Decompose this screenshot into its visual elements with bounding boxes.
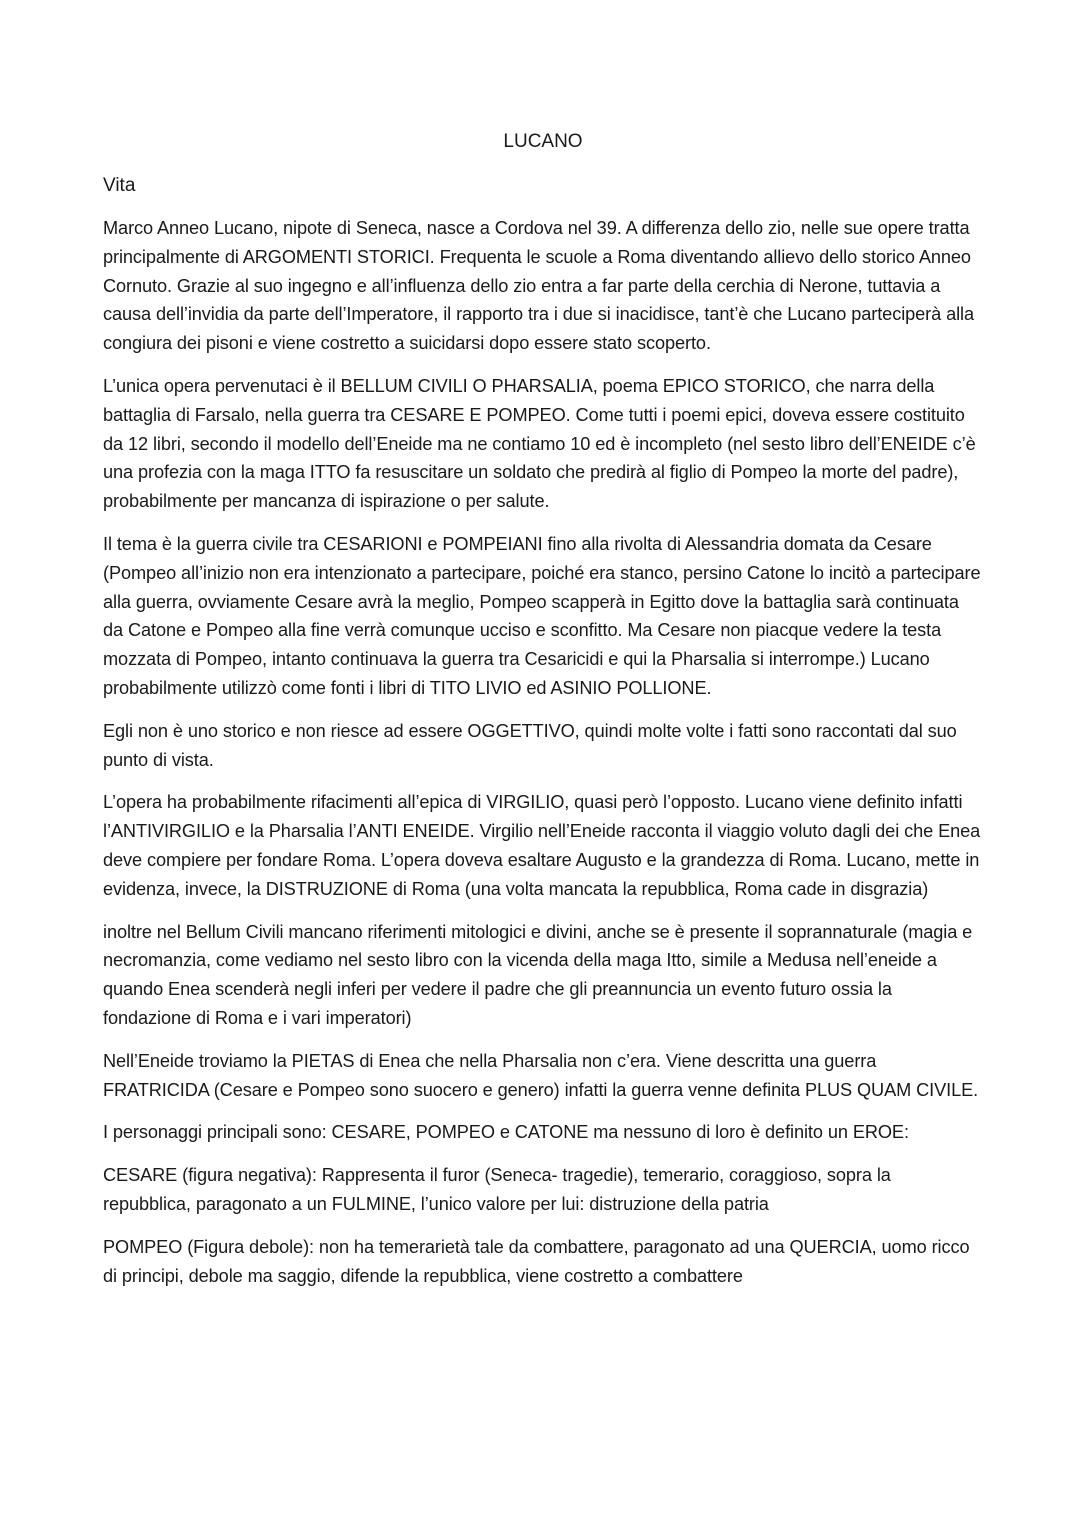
paragraph-antivirgilio: L’opera ha probabilmente rifacimenti all’epica di VIRGILIO, quasi però l’opposto. Lucano viene definito infatti l’ANTIVIRGILIO e la Pharsalia l’ANTI ENEIDE. Virgilio nell’Eneide racconta il viaggio voluto dagli dei che Enea deve compiere per fondare Roma. L’opera doveva esaltare Augusto e la grandezza di Roma. Lucano, mette in evidenza, invece, la DISTRUZIONE di Roma (una volta mancata la repubblica, Roma cade in disgrazia)	[103, 792, 981, 899]
paragraph-oggettivo: Egli non è uno storico e non riesce ad essere OGGETTIVO, quindi molte volte i fatti sono raccontati dal suo punto di vista.	[103, 720, 957, 770]
paragraph-pietas: Nell’Eneide troviamo la PIETAS di Enea che nella Pharsalia non c’era. Viene descritta una guerra FRATRICIDA (Cesare e Pompeo sono suocero e genero) infatti la guerra venne definita PLUS QUAM CIVILE.	[103, 1050, 979, 1100]
paragraph-pompeo: POMPEO (Figura debole): non ha temerarietà tale da combattere, paragonato ad una QUERCIA, uomo ricco di principi, debole ma saggio, difende la repubblica, viene costretto a combattere	[103, 1236, 970, 1286]
paragraph-cesare: CESARE (figura negativa): Rappresenta il furor (Seneca- tragedie), temerario, coraggioso, sopra la repubblica, paragonato a un FULMINE, l’unico valore per lui: distruzione della patria	[103, 1165, 891, 1214]
paragraph-opera: L’unica opera pervenutaci è il BELLUM CIVILI O PHARSALIA, poema EPICO STORICO, che narra della battaglia di Farsalo, nella guerra tra CESARE E POMPEO. Come tutti i poemi epici, doveva essere costituito da 12 libri, secondo il modello dell’Eneide ma ne contiamo 10 ed è incompleto (nel sesto libro dell’ENEIDE c’è una profezia con la maga ITTO fa resuscitare un soldato che predirà al figlio di Pompeo la morte del padre), probabilmente per mancanza di ispirazione o per salute.	[103, 375, 976, 512]
paragraph-tema: Il tema è la guerra civile tra CESARIONI e POMPEIANI fino alla rivolta di Alessandria domata da Cesare (Pompeo all’inizio non era intenzionato a partecipare, poiché era stanco, persino Catone lo incitò a partecipare alla guerra, ovviamente Cesare avrà la meglio, Pompeo scapperà in Egitto dove la battaglia sarà continuata da Catone e Pompeo alla fine verrà comunque ucciso e sconfitto. Ma Cesare non piacque vedere la testa mozzata di Pompeo, intanto continuava la guerra tra Cesaricidi e qui la Pharsalia si interrompe.) Lucano probabilmente utilizzò come fonti i libri di TITO LIVIO ed ASINIO POLLIONE.	[103, 533, 981, 698]
section-heading: Vita	[103, 175, 136, 196]
document-page	[103, 128, 983, 1304]
paragraph-soprannaturale: inoltre nel Bellum Civili mancano riferimenti mitologici e divini, anche se è presente il soprannaturale (magia e necromanzia, come vediamo nel sesto libro con la vicenda della maga Itto, simile a Medusa nell’eneide a quando Enea scenderà negli inferi per vedere il padre che gli preannuncia un evento futuro ossia la fondazione di Roma e i vari imperatori)	[103, 921, 973, 1028]
paragraph-personaggi: I personaggi principali sono: CESARE, POMPEO e CATONE ma nessuno di loro è definito un EROE:	[103, 1122, 909, 1143]
paragraph-vita: Marco Anneo Lucano, nipote di Seneca, nasce a Cordova nel 39. A differenza dello zio, nelle sue opere tratta principalmente di ARGOMENTI STORICI. Frequenta le scuole a Roma diventando allievo dello storico Anneo Cornuto. Grazie al suo ingegno e all’influenza dello zio entra a far parte della cerchia di Nerone, tuttavia a causa dell’invidia da parte dell’Imperatore, il rapporto tra i due si inacidisce, tant’è che Lucano parteciperà alla congiura dei pisoni e viene costretto a suicidarsi dopo essere stato scoperto.	[103, 218, 975, 354]
page-title: LUCANO	[503, 131, 583, 152]
